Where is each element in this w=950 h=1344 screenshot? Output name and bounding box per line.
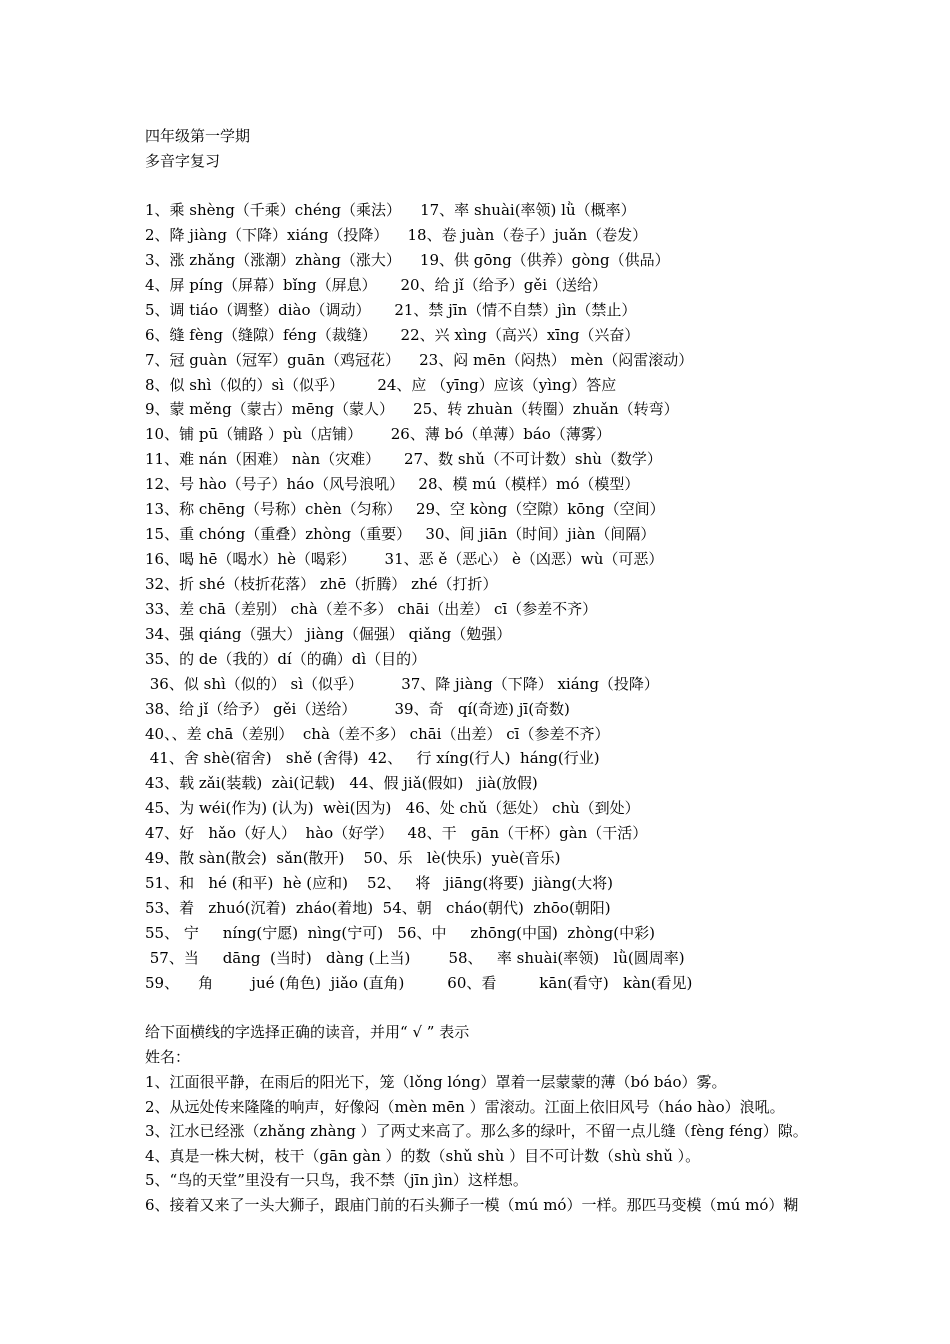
grade-title: 四年级第一学期 xyxy=(145,127,251,145)
review-line: 12、号 hào（号子）háo（风号浪吼） 28、模 mú（模样）mó（模型） xyxy=(145,475,640,494)
review-line: 2、降 jiàng（下降）xiáng（投降） 18、卷 juàn（卷子）juǎn（卷发） xyxy=(145,225,648,244)
review-line: 16、喝 hē（喝水）hè（喝彩） 31、恶 ě（恶心） è（凶恶）wù（可恶） xyxy=(145,550,664,569)
review-line: 47、好 hǎo（好人） hào（好学） 48、干 gān（干杯）gàn（干活） xyxy=(145,824,648,843)
review-line: 5、调 tiáo（调整）diào（调动） 21、禁 jīn（情不自禁）jìn（禁止） xyxy=(145,300,637,319)
exercise-item: 4、真是一株大树，枝干（gān gàn ）的数（shǔ shù ）目不可计数（shù shǔ ）。 xyxy=(145,1146,701,1165)
review-line: 57、当 dāng (当时) dàng (上当) 58、 率 shuài(率领) lǜ(圆周率) xyxy=(145,948,685,967)
review-line: 15、重 chóng（重叠）zhòng（重要） 30、间 jiān（时间）jiàn（间隔） xyxy=(145,525,656,544)
review-line: 59、 角 jué (角色) jiǎo (直角) 60、看 kān(看守) kàn(看见) xyxy=(145,973,693,992)
review-line: 7、冠 guàn（冠军）guān（鸡冠花） 23、闷 mēn（闷热） mèn（闷雷滚动） xyxy=(145,350,694,369)
exercise-item: 3、江水已经涨（zhǎng zhàng ）了两丈来高了。那么多的绿叶，不留一点儿缝（fèng féng）隙。 xyxy=(145,1122,808,1141)
exercise-item: 2、从远处传来隆隆的响声，好像闷（mèn mēn ）雷滚动。江面上依旧风号（háo hào）浪吼。 xyxy=(145,1097,785,1116)
review-line: 38、给 jǐ（给予） gěi（送给） 39、奇 qí(奇迹) jī(奇数) xyxy=(145,699,570,718)
review-line: 51、和 hé (和平) hè (应和) 52、 将 jiāng(将要) jiàng(大将) xyxy=(145,874,613,893)
exercise-item: 6、接着又来了一头大狮子，跟庙门前的石头狮子一模（mú mó）一样。那匹马变模（mú mó）糊 xyxy=(145,1196,799,1214)
review-line: 45、为 wéi(作为) (认为) wèi(因为) 46、处 chǔ（惩处） chù（到处） xyxy=(145,799,640,818)
review-line: 40、、差 chā（差别） chà（差不多） chāi（出差） cī（参差不齐） xyxy=(145,724,610,743)
review-line: 43、载 zǎi(装载) zài(记载) 44、假 jiǎ(假如) jià(放假) xyxy=(145,774,538,793)
review-line: 34、强 qiáng（强大） jiàng（倔强） qiǎng（勉强） xyxy=(145,624,512,643)
exercise-instruction: 给下面横线的字选择正确的读音，并用“ √ ” 表示 xyxy=(145,1023,470,1041)
name-label: 姓名： xyxy=(145,1048,191,1066)
review-line: 53、着 zhuó(沉着) zháo(着地) 54、朝 cháo(朝代) zhōo(朝阳) xyxy=(145,899,611,918)
review-line: 9、蒙 měng（蒙古）mēng（蒙人） 25、转 zhuàn（转圈）zhuǎn（转弯） xyxy=(145,400,679,419)
review-line: 33、差 chā（差别） chà（差不多） chāi（出差） cī（参差不齐） xyxy=(145,599,598,618)
review-line: 36、似 shì（似的） sì（似乎） 37、降 jiàng（下降） xiáng（投降） xyxy=(145,674,659,693)
review-line: 6、缝 fèng（缝隙）féng（裁缝） 22、兴 xìng（高兴）xīng（兴奋） xyxy=(145,325,640,344)
review-line: 49、散 sàn(散会) sǎn(散开) 50、乐 lè(快乐) yuè(音乐) xyxy=(145,849,561,868)
review-line: 35、的 de（我的）dí（的确）dì（目的） xyxy=(145,649,427,668)
review-line: 1、乘 shèng（千乘）chéng（乘法） 17、率 shuài(率领) lǜ（概率） xyxy=(145,201,636,219)
review-line: 8、似 shì（似的）sì（似乎） 24、应 （yīng）应该（yìng）答应 xyxy=(145,375,617,394)
exercise-item: 1、江面很平静，在雨后的阳光下，笼（lǒng lóng）罩着一层蒙蒙的薄（bó báo）雾。 xyxy=(145,1073,727,1091)
review-line: 10、铺 pū（铺路 ）pù（店铺） 26、薄 bó（单薄）báo（薄雾） xyxy=(145,425,611,444)
review-line: 4、屏 píng（屏幕）bǐng（屏息） 20、给 jǐ（给予）gěi（送给） xyxy=(145,275,608,294)
subject-title: 多音字复习 xyxy=(145,152,221,170)
review-line: 32、折 shé（枝折花落） zhē（折腾） zhé（打折） xyxy=(145,574,498,593)
review-line: 13、称 chēng（号称）chèn（匀称） 29、空 kòng（空隙）kōng（空间） xyxy=(145,500,665,519)
review-line: 11、难 nán（困难） nàn（灾难） 27、数 shǔ（不可计数）shù（数学） xyxy=(145,450,662,469)
review-line: 41、舍 shè(宿舍) shě (舍得) 42、 行 xíng(行人) háng(行业) xyxy=(145,749,600,768)
review-line: 3、涨 zhǎng（涨潮）zhàng（涨大） 19、供 gōng（供养）gòng（供品） xyxy=(145,250,670,269)
exercise-item: 5、“鸟的天堂”里没有一只鸟，我不禁（jīn jìn）这样想。 xyxy=(145,1171,528,1190)
review-line: 55、 宁 níng(宁愿) nìng(宁可) 56、中 zhōng(中国) zhòng(中彩) xyxy=(145,923,655,942)
